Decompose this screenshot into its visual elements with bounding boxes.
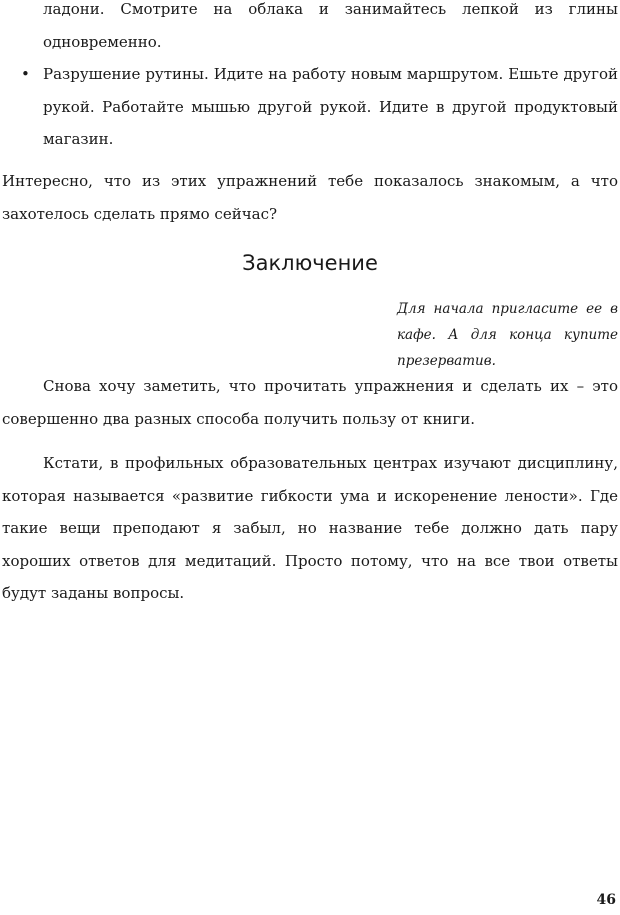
section-heading: Заключение xyxy=(242,251,378,275)
bullet-continuation: ладони. Смотрите на облака и занимайтесь лепкой из глины одновременно. xyxy=(43,0,618,51)
paragraph-conclusion: Снова хочу заметить, что прочитать упражнения и сделать их – это совершенно два разных способа получить пользу от книги. xyxy=(2,377,618,428)
bullet-marker: • xyxy=(21,65,30,83)
bullet-item-routine: Разрушение рутины. Идите на работу новым маршрутом. Ешьте другой рукой. Работайте мышью другой рукой. Идите в другой продуктовый магазин. xyxy=(43,65,618,148)
paragraph-discipline: Кстати, в профильных образовательных центрах изучают дисциплину, которая называется «развитие гибкости ума и искоренение лености». Где такие вещи преподают я забыл, но название тебе должно дать пару хороших ответов для медитаций. Просто потому, что на все твои ответы будут заданы вопросы. xyxy=(2,454,618,602)
paragraph-question: Интересно, что из этих упражнений тебе показалось знакомым, а что захотелось сделать прямо сейчас? xyxy=(2,172,618,223)
epigraph: Для начала пригласите ее в кафе. А для конца купите презерватив. xyxy=(397,301,618,369)
page-number: 46 xyxy=(596,892,616,908)
